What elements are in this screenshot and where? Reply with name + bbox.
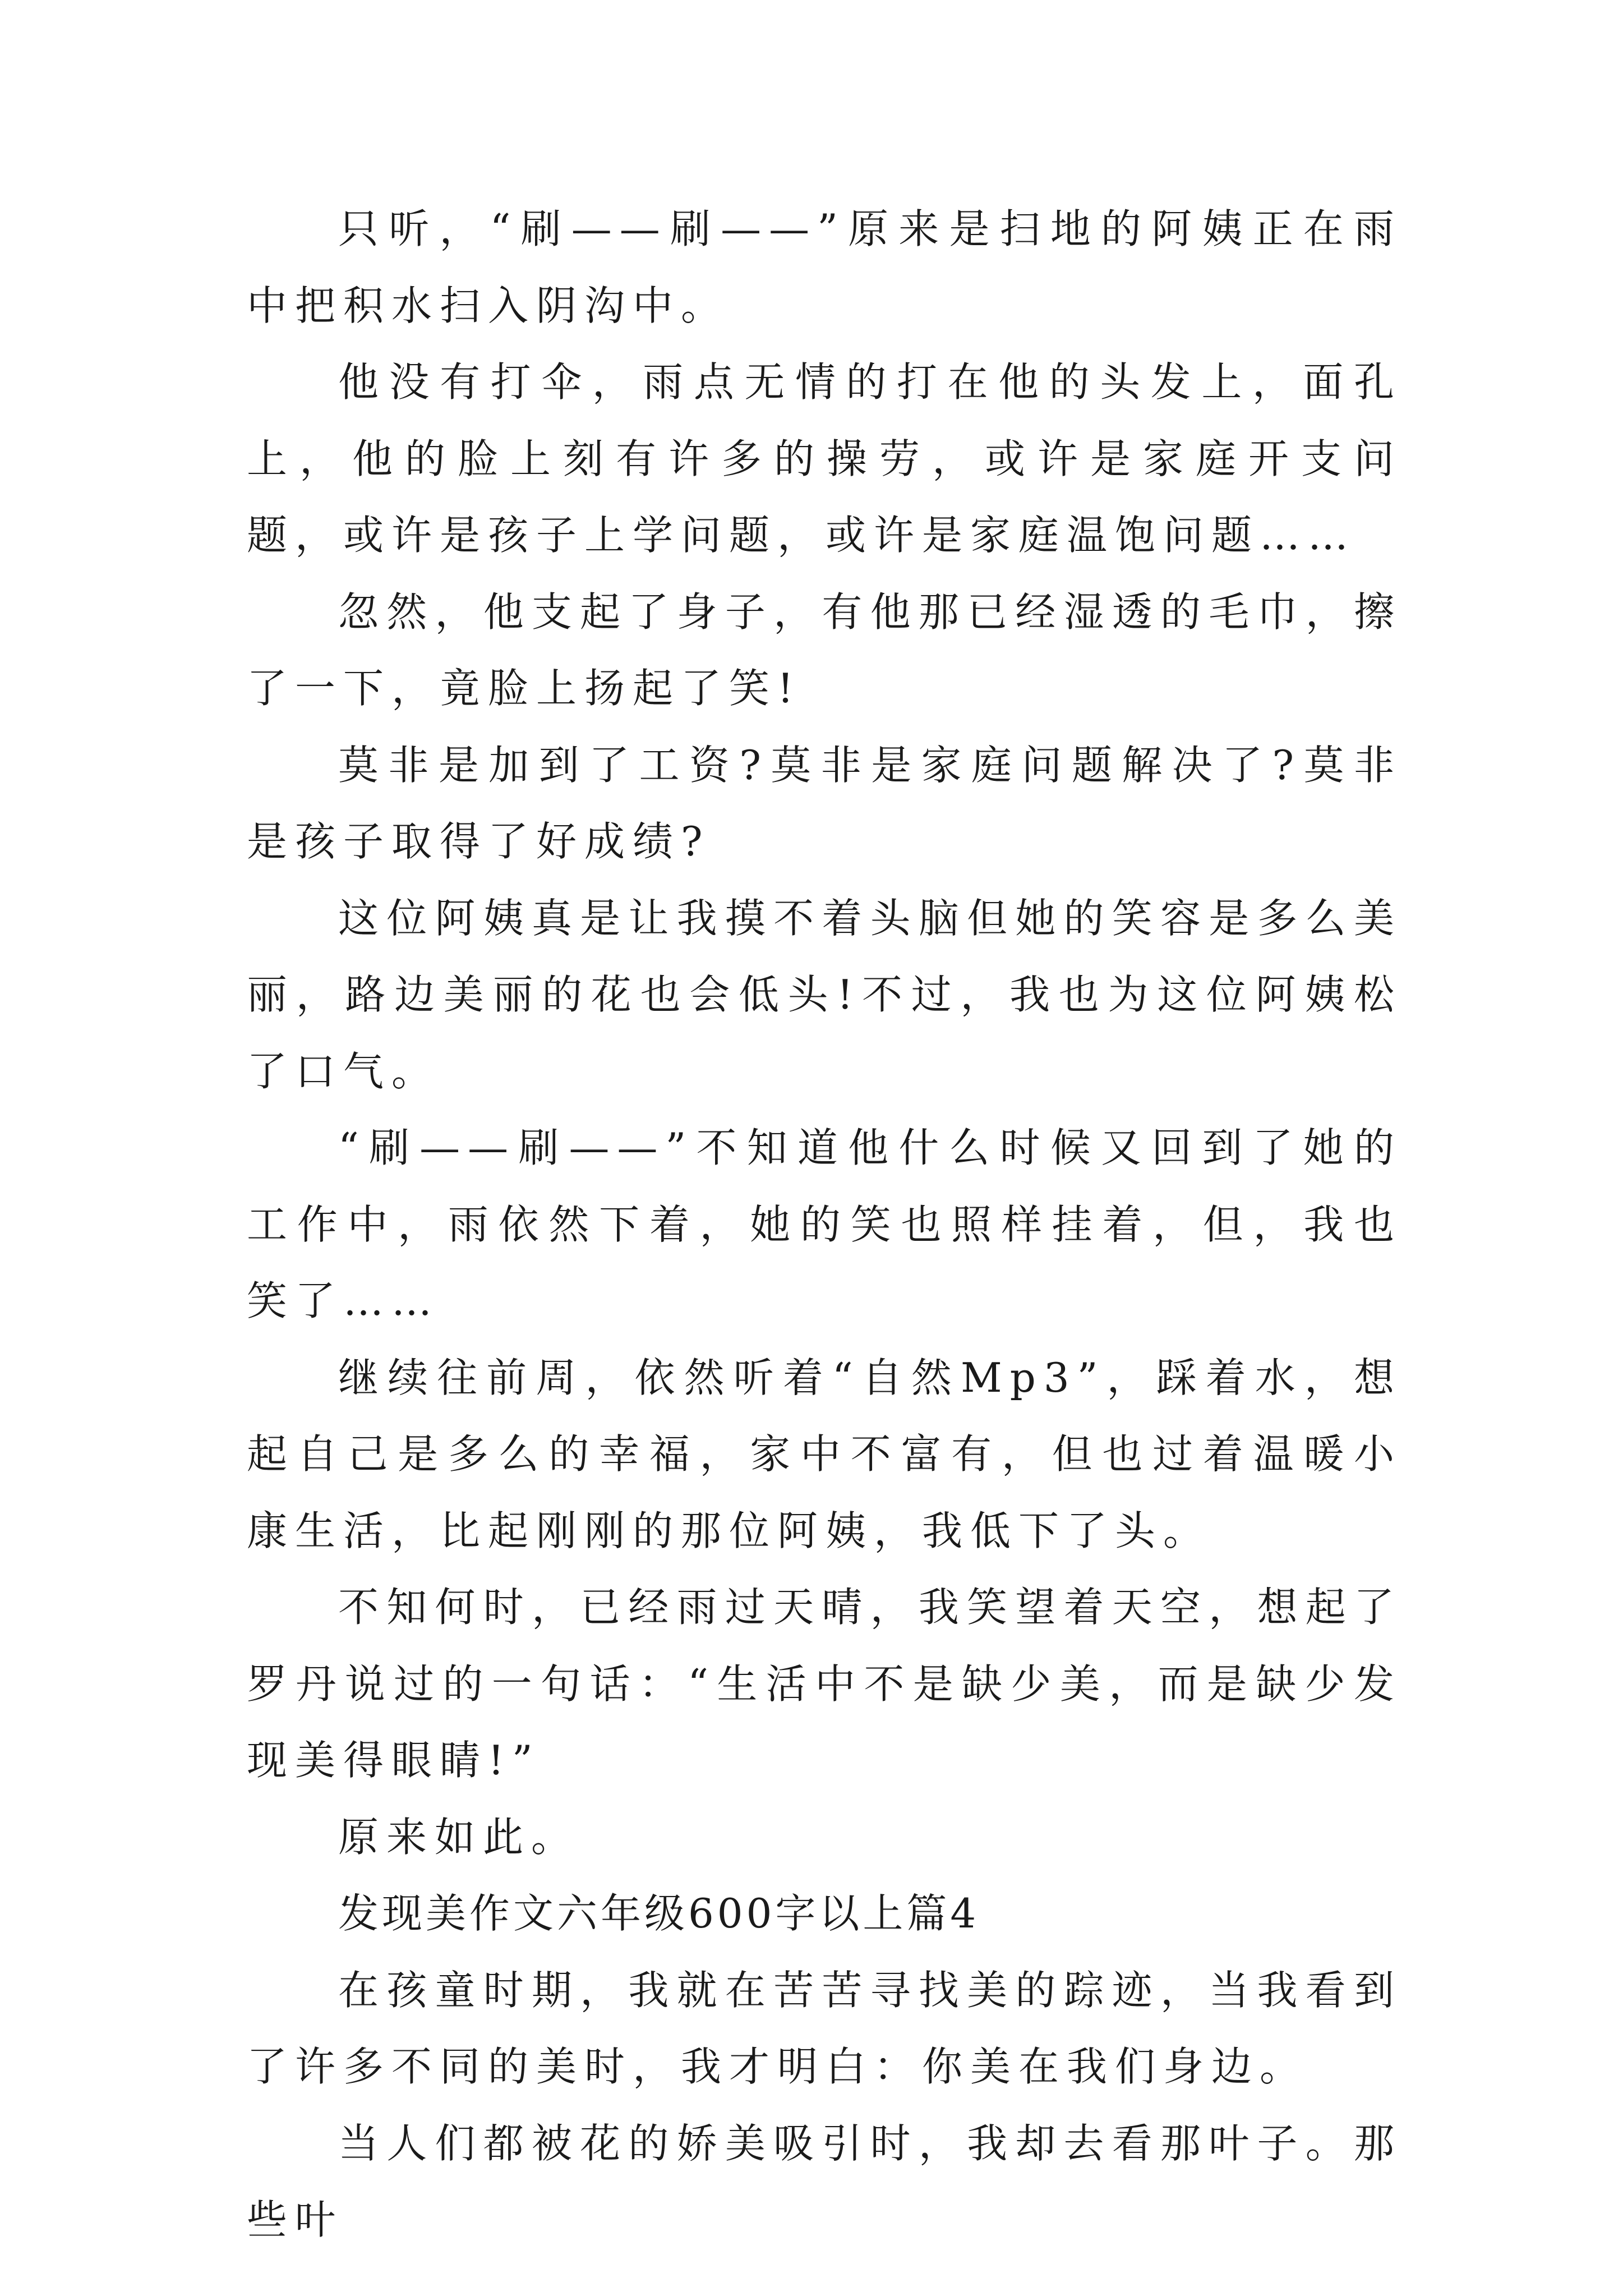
section-heading: 发现美作文六年级600字以上篇4: [338, 1890, 980, 1937]
paragraph-11: 当人们都被花的娇美吸引时，我却去看那叶子。那些叶: [247, 2119, 1402, 2243]
paragraph-10: 在孩童时期，我就在苦苦寻找美的踪迹，当我看到了许多不同的美时，我才明白：你美在我们身边。: [247, 1966, 1402, 2090]
paragraph-9: 原来如此。: [338, 1813, 580, 1861]
paragraph-5: 这位阿姨真是让我摸不着头脑但她的笑容是多么美丽，路边美丽的花也会低头!不过，我也为这位阿姨松了口气。: [247, 894, 1402, 1095]
paragraph-3: 忽然，他支起了身子，有他那已经湿透的毛巾，擦了一下，竟脸上扬起了笑!: [247, 588, 1402, 712]
document-body: [247, 191, 1402, 2258]
paragraph-7: 继续往前周，依然听着“自然Mp3”，踩着水，想起自己是多么的幸福，家中不富有，但也过着温暖小康生活，比起刚刚的那位阿姨，我低下了头。: [247, 1354, 1402, 1554]
paragraph-1: 只听，“刷——刷——”原来是扫地的阿姨正在雨中把积水扫入阴沟中。: [247, 205, 1402, 329]
paragraph-4: 莫非是加到了工资?莫非是家庭问题解决了?莫非是孩子取得了好成绩?: [247, 741, 1402, 865]
paragraph-2: 他没有打伞，雨点无情的打在他的头发上，面孔上，他的脸上刻有许多的操劳，或许是家庭开支问题，或许是孩子上学问题，或许是家庭温饱问题……: [247, 358, 1402, 559]
paragraph-8: 不知何时，已经雨过天晴，我笑望着天空，想起了罗丹说过的一句话：“生活中不是缺少美，而是缺少发现美得眼睛!”: [247, 1584, 1402, 1784]
paragraph-6: “刷——刷——”不知道他什么时候又回到了她的工作中，雨依然下着，她的笑也照样挂着，但，我也笑了……: [247, 1124, 1402, 1324]
